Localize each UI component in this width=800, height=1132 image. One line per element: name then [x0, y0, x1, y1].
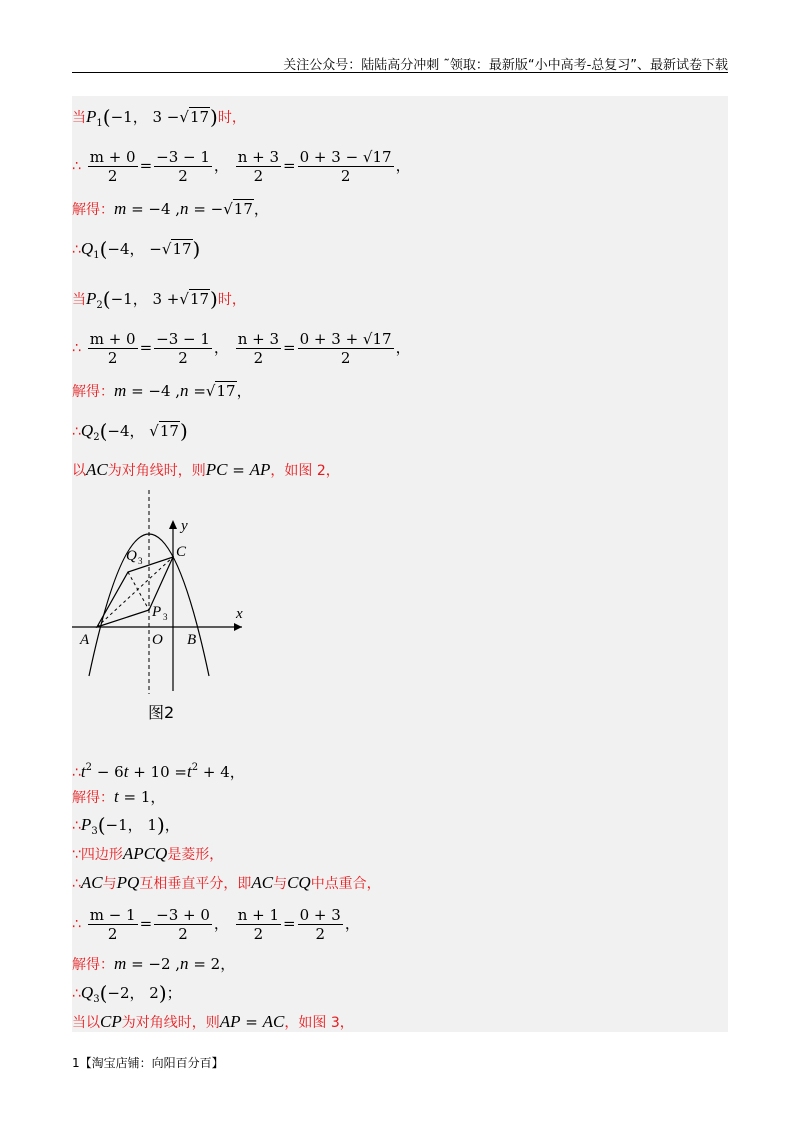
denominator: 2 — [178, 925, 188, 943]
segment-label: AC — [251, 873, 274, 892]
sqrt-sign: √ — [179, 290, 189, 308]
equals: = — [139, 338, 153, 357]
paren-open: ( — [97, 813, 106, 837]
denominator: 2 — [178, 349, 188, 367]
var-t: t — [80, 762, 86, 781]
line-p3 — [72, 814, 180, 843]
therefore-symbol: ∴ — [72, 242, 81, 258]
comma: ， — [344, 914, 360, 933]
segment-label: AP — [219, 1012, 241, 1031]
text: 解得： — [72, 957, 114, 973]
value: = −4 , — [131, 200, 181, 218]
text: 解得： — [72, 790, 114, 806]
var-m: m — [114, 381, 127, 400]
var-n: n — [180, 954, 189, 973]
numerator: −3 − 1 — [156, 148, 210, 166]
point-label: Q — [80, 239, 94, 258]
sqrt-sign: √ — [161, 240, 172, 258]
paren-close: ) — [156, 813, 165, 837]
segment-label: PQ — [116, 873, 140, 892]
x-axis-arrow — [234, 623, 242, 631]
value: = — [193, 382, 206, 400]
coord: 2 — [149, 984, 159, 1002]
sqrt-sign: √ — [179, 108, 189, 126]
value: = − — [193, 200, 224, 218]
coord: 3 − — [152, 108, 180, 126]
label-p3: P — [152, 604, 162, 620]
sqrt-sign: √ — [149, 422, 159, 440]
subscript: 1 — [96, 118, 103, 129]
paren-open: ( — [102, 105, 111, 129]
equals: = — [139, 914, 153, 933]
value: = 2 — [193, 955, 221, 973]
denominator: 2 — [253, 925, 264, 943]
line-q2 — [72, 420, 188, 449]
segment-label: AC — [262, 1012, 285, 1031]
line-when-p2 — [72, 288, 246, 317]
equals: = — [283, 338, 296, 357]
label-a: A — [80, 632, 90, 648]
coord: − — [149, 240, 162, 258]
text: 互相垂直平分，即 — [139, 876, 252, 892]
text: 时， — [217, 110, 246, 126]
denominator: 2 — [178, 167, 188, 185]
comma: ， — [395, 338, 411, 357]
sqrt-value: 17 — [189, 108, 210, 126]
line-when-p1 — [72, 106, 246, 135]
text: 当 — [72, 292, 86, 308]
comma: ， — [395, 156, 411, 175]
coord: −1， — [110, 290, 148, 308]
text: 与 — [102, 876, 117, 892]
numerator: m + 0 — [89, 330, 136, 348]
expr: + 4 — [202, 763, 230, 781]
subscript: 2 — [96, 300, 103, 311]
value: = −2 , — [131, 955, 181, 973]
fraction — [88, 906, 138, 943]
point-label: P — [86, 289, 97, 308]
paren-open: ( — [99, 981, 108, 1005]
coord: 3 + — [152, 290, 180, 308]
paren-close: ) — [179, 419, 188, 443]
comma: ， — [150, 788, 166, 806]
comma: ， — [213, 338, 229, 357]
therefore-symbol: ∴ — [72, 876, 81, 892]
line-solve-t — [72, 786, 165, 809]
equals: = — [283, 914, 296, 933]
paren-close: ) — [158, 981, 167, 1005]
text: 解得： — [72, 202, 114, 218]
numerator: m + 0 — [89, 148, 136, 166]
var-t: t — [114, 787, 119, 806]
paren-close: ) — [210, 287, 218, 311]
segment-label: AC — [80, 873, 103, 892]
var-n: n — [180, 199, 189, 218]
text: 中点重合， — [310, 876, 381, 892]
line-equation-t — [72, 757, 245, 784]
fraction — [298, 906, 343, 943]
text: 与 — [273, 876, 288, 892]
text: 以 — [72, 463, 86, 479]
denominator: 2 — [315, 925, 325, 943]
numerator: 0 + 3 + √17 — [299, 330, 392, 348]
var-t: t — [123, 762, 129, 781]
line-midpoint-eq-2 — [72, 330, 411, 367]
denominator: 2 — [107, 925, 118, 943]
numerator: m − 1 — [89, 906, 136, 924]
equals: = — [232, 461, 245, 479]
value: = 1 — [123, 788, 151, 806]
paren-close: ) — [192, 237, 201, 261]
fraction — [88, 148, 138, 185]
coord: 1 — [147, 816, 157, 834]
segment-label: PC — [205, 460, 228, 479]
comma: ， — [229, 763, 245, 781]
coord: −2， — [107, 984, 145, 1002]
sqrt-value: 17 — [233, 200, 253, 218]
fraction — [154, 330, 212, 367]
numerator: −3 − 1 — [156, 330, 210, 348]
subscript: 3 — [93, 994, 100, 1005]
line-case-ac-diagonal — [72, 459, 340, 482]
denominator: 2 — [253, 349, 264, 367]
exponent: 2 — [191, 762, 199, 773]
sqrt-value: 17 — [189, 290, 210, 308]
denominator: 2 — [107, 167, 118, 185]
label-o: O — [152, 632, 163, 648]
sqrt-value: 17 — [159, 422, 179, 440]
segment-label: CQ — [287, 873, 311, 892]
paren-open: ( — [99, 419, 108, 443]
line-solve-2 — [72, 380, 252, 403]
header-rule — [72, 72, 728, 73]
fraction — [298, 148, 394, 185]
point-label: Q — [80, 421, 94, 440]
value: = −4 , — [131, 382, 181, 400]
diagonal-ac — [97, 557, 173, 627]
coord: −4， — [107, 422, 145, 440]
text: 当以 — [72, 1015, 100, 1031]
label-p3-sub: 3 — [163, 612, 168, 622]
numerator: n + 3 — [237, 148, 280, 166]
comma: ， — [213, 914, 229, 933]
fraction — [236, 148, 281, 185]
figure-caption: 图2 — [148, 703, 175, 722]
comma: ， — [164, 816, 180, 834]
denominator: 2 — [107, 349, 118, 367]
text: 是菱形， — [167, 847, 224, 863]
numerator: n + 1 — [237, 906, 280, 924]
var-m: m — [114, 954, 127, 973]
page-header: 关注公众号：陆陆高分冲刺 ˜领取：最新版“小中高考-总复习”、最新试卷下载 — [283, 58, 728, 73]
fraction — [298, 330, 394, 367]
therefore-symbol: ∴ — [72, 424, 81, 440]
label-x: x — [236, 606, 243, 622]
expr: − 6 — [96, 763, 124, 781]
var-n: n — [180, 381, 189, 400]
label-c: C — [176, 544, 187, 560]
equals: = — [245, 1013, 258, 1031]
numerator: n + 3 — [237, 330, 280, 348]
fraction — [236, 330, 281, 367]
coord: −1， — [110, 108, 148, 126]
point-label: Q — [80, 983, 94, 1002]
segment-label: CP — [100, 1012, 122, 1031]
point-label: P — [80, 815, 92, 834]
numerator: 0 + 3 − √17 — [299, 148, 392, 166]
paren-open: ( — [102, 287, 111, 311]
subscript: 2 — [93, 432, 100, 443]
therefore-symbol: ∴ — [72, 818, 81, 834]
y-axis-arrow — [169, 520, 177, 529]
point-label: P — [86, 107, 97, 126]
var-m: m — [114, 199, 127, 218]
segment-label: AC — [86, 460, 108, 479]
paren-open: ( — [99, 237, 108, 261]
sqrt-value: 17 — [216, 382, 236, 400]
denominator: 2 — [340, 349, 351, 367]
label-b: B — [187, 632, 197, 648]
text: 时， — [217, 292, 246, 308]
diagonal-pq — [128, 572, 149, 610]
therefore-symbol: ∴ — [72, 158, 81, 175]
fraction — [236, 906, 281, 943]
page-footer: 1【淘宝店铺：向阳百分百】 — [72, 1056, 224, 1070]
line-q1 — [72, 238, 200, 267]
paren-close: ) — [210, 105, 218, 129]
fraction — [154, 148, 212, 185]
fraction — [88, 330, 138, 367]
line-case-cp-diagonal — [72, 1011, 354, 1034]
text: ，如图 3， — [284, 1015, 354, 1031]
line-midpoint-eq-3 — [72, 906, 360, 943]
fraction — [154, 906, 212, 943]
expr: + 10 = — [133, 763, 187, 781]
therefore-symbol: ∴ — [72, 916, 81, 933]
numerator: −3 + 0 — [156, 906, 210, 924]
comma: ， — [253, 200, 269, 218]
text: ∵四边形 — [72, 847, 123, 863]
text: ，如图 2， — [270, 463, 340, 479]
figure-2-diagram — [72, 486, 252, 726]
text: 为对角线时，则 — [107, 463, 206, 479]
subscript: 3 — [91, 826, 98, 837]
sqrt-sign: √ — [223, 200, 233, 218]
comma: ， — [213, 156, 229, 175]
punct: ； — [166, 984, 182, 1002]
sqrt-value: 17 — [172, 240, 192, 258]
exponent: 2 — [85, 762, 93, 773]
line-solve-1 — [72, 198, 269, 221]
var-t: t — [186, 762, 192, 781]
label-q3: Q — [126, 548, 137, 564]
label-q3-sub: 3 — [138, 556, 143, 566]
coord: −1， — [105, 816, 143, 834]
segment-label: AP — [249, 460, 271, 479]
coord: −4， — [107, 240, 145, 258]
denominator: 2 — [253, 167, 264, 185]
therefore-symbol: ∴ — [72, 340, 81, 357]
therefore-symbol: ∴ — [72, 986, 81, 1002]
sqrt-sign: √ — [205, 382, 216, 400]
line-solve-3 — [72, 953, 235, 976]
numerator: 0 + 3 — [299, 906, 341, 924]
subscript: 1 — [93, 250, 100, 261]
comma: ， — [220, 955, 236, 973]
text: 为对角线时，则 — [121, 1015, 220, 1031]
line-midpoint-eq-1 — [72, 148, 411, 185]
text: 当 — [72, 110, 86, 126]
line-rhombus — [72, 843, 223, 866]
label-y: y — [181, 518, 188, 534]
equals: = — [139, 156, 153, 175]
equals: = — [283, 156, 296, 175]
line-q3 — [72, 982, 182, 1011]
denominator: 2 — [340, 167, 351, 185]
line-perpendicular-bisect — [72, 872, 381, 895]
shape-label: APCQ — [122, 844, 168, 863]
text: 解得： — [72, 384, 114, 400]
comma: ， — [236, 382, 252, 400]
therefore-symbol: ∴ — [72, 765, 81, 781]
